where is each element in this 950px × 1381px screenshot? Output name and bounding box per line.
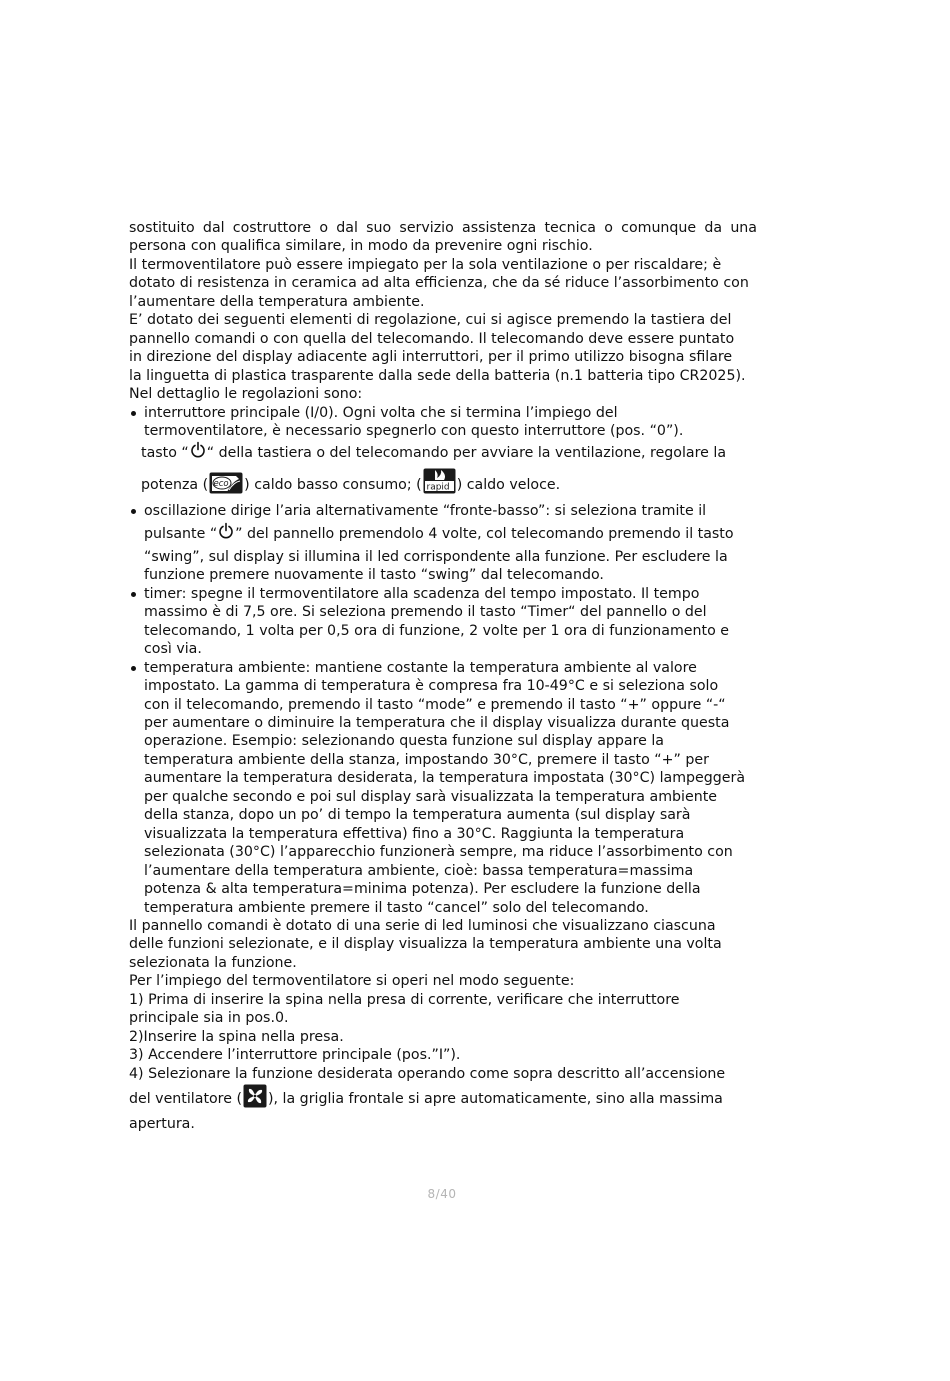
bullet-line: così via. [144, 641, 202, 658]
bullet-line: potenza & alta temperatura=minima potenza). Per escludere la funzione della [144, 881, 701, 898]
paragraph-line: pannello comandi o con quella del telecomando. Il telecomando deve essere puntato [129, 330, 735, 347]
bullet-main-switch [129, 404, 757, 502]
step-line: 1) Prima di inserire la spina nella presa di corrente, verificare che interruttore [129, 991, 680, 1008]
text-span: ) caldo basso consumo; ( [244, 477, 422, 494]
bullet-line: per aumentare o diminuire la temperatura che il display visualizza durante questa [144, 714, 730, 731]
step-line: apertura. [129, 1116, 195, 1133]
bullet-line: interruttore principale (I/0). Ogni volta che si termina l’impiego del [129, 404, 757, 422]
bullet-line: oscillazione dirige l’aria alternativamente “fronte-basso”: si seleziona tramite il [129, 502, 757, 520]
bullet-line-with-icon [129, 441, 757, 467]
bullet-timer [129, 585, 757, 659]
text-span: tasto “ [141, 445, 189, 462]
bullet-line: per qualche secondo e poi sul display sarà visualizzata la temperatura ambiente [144, 788, 717, 805]
eco-icon [209, 472, 243, 501]
document-body [129, 219, 757, 1133]
text-span: ” del pannello premendolo 4 volte, col telecomando premendo il tasto [235, 525, 734, 542]
text-span: ), la griglia frontale si apre automaticamente, sino alla massima [267, 1091, 723, 1108]
bullet-line: massimo è di 7,5 ore. Si seleziona premendo il tasto “Timer“ del pannello o del [144, 604, 707, 621]
text-span: “ della tastiera o del telecomando per avviare la ventilazione, regolare la [206, 445, 727, 462]
paragraph-line: Per l’impiego del termoventilatore si operi nel modo seguente: [129, 973, 575, 990]
paragraph-line: Il pannello comandi è dotato di una serie di led luminosi che visualizzano ciascuna [129, 917, 716, 934]
svg-text:rapid: rapid [426, 482, 450, 493]
rapid-icon [423, 468, 456, 501]
paragraph-line: la linguetta di plastica trasparente dalla sede della batteria (n.1 batteria tipo CR2025). [129, 367, 746, 384]
bullet-line: timer: spegne il termoventilatore alla scadenza del tempo impostato. Il tempo [129, 585, 757, 603]
bullet-line: termoventilatore, è necessario spegnerlo con questo interruttore (pos. “0”). [144, 422, 684, 439]
bullet-line: visualizzata la temperatura effettiva) fino a 30°C. Raggiunta la temperatura [144, 825, 685, 842]
step-line-with-icon [129, 1084, 757, 1115]
paragraph-line: l’aumentare della temperatura ambiente. [129, 293, 425, 310]
text-span: del ventilatore ( [129, 1091, 242, 1108]
paragraph-line: selezionata la funzione. [129, 954, 297, 971]
power-icon [190, 441, 206, 467]
bullet-line: aumentare la temperatura desiderata, la temperatura impostata (30°C) lampeggerà [144, 770, 746, 787]
paragraph-line: dotato di resistenza in ceramica ad alta efficienza, che da sé riduce l’assorbimento con [129, 275, 749, 292]
bullet-line-with-icons [129, 468, 757, 501]
page-number: 8/40 [427, 1187, 457, 1201]
text-span: pulsante “ [144, 525, 218, 542]
bullet-line: temperatura ambiente premere il tasto “cancel” solo del telecomando. [144, 899, 649, 916]
bullet-line: funzione premere nuovamente il tasto “swing” dal telecomando. [144, 567, 604, 584]
bullet-line: telecomando, 1 volta per 0,5 ora di funzione, 2 volte per 1 ora di funzionamento e [144, 622, 729, 639]
paragraph-line: in direzione del display adiacente agli interruttori, per il primo utilizzo bisogna sfilare [129, 349, 733, 366]
step-line: principale sia in pos.0. [129, 1010, 289, 1027]
bullet-line: temperatura ambiente della stanza, impostando 30°C, premere il tasto “+” per [144, 751, 709, 768]
paragraph-line: Il termoventilatore può essere impiegato per la sola ventilazione o per riscaldare; è [129, 256, 722, 273]
bullet-line: della stanza, dopo un po’ di tempo la temperatura aumenta (sul display sarà [144, 807, 691, 824]
bullet-oscillation [129, 502, 757, 584]
bullet-line: “swing”, sul display si illumina il led corrispondente alla funzione. Per escludere la [144, 548, 728, 565]
bullet-line: impostato. La gamma di temperatura è compresa fra 10-49°C e si seleziona solo [144, 678, 719, 695]
step-line: 3) Accendere l’interruttore principale (pos.”I”). [129, 1047, 461, 1064]
bullet-line: operazione. Esempio: selezionando questa funzione sul display appare la [144, 733, 664, 750]
bullet-line: temperatura ambiente: mantiene costante la temperatura ambiente al valore [129, 659, 757, 677]
paragraph-line: delle funzioni selezionate, e il display visualizza la temperatura ambiente una volta [129, 936, 722, 953]
step-line: 2)Inserire la spina nella presa. [129, 1028, 344, 1045]
paragraph-line: E’ dotato dei seguenti elementi di regolazione, cui si agisce premendo la tastiera del [129, 312, 732, 329]
power-icon [218, 522, 234, 548]
bullet-line: con il telecomando, premendo il tasto “mode” e premendo il tasto “+” oppure “-“ [144, 696, 726, 713]
step-line: 4) Selezionare la funzione desiderata operando come sopra descritto all’accensione [129, 1065, 726, 1082]
text-span: ) caldo veloce. [456, 477, 561, 494]
paragraph-line: persona con qualifica similare, in modo da prevenire ogni rischio. [129, 238, 593, 255]
fan-icon [243, 1084, 267, 1115]
bullet-line: selezionata (30°C) l’apparecchio funzionerà sempre, ma riduce l’assorbimento con [144, 844, 733, 861]
svg-text:eco: eco [213, 479, 229, 490]
bullet-ambient-temperature [129, 659, 757, 917]
bullet-line-with-icon [129, 522, 757, 548]
paragraph-line: Nel dettaglio le regolazioni sono: [129, 386, 363, 403]
text-span: potenza ( [141, 477, 209, 494]
bullet-line: l’aumentare della temperatura ambiente, cioè: bassa temperatura=massima [144, 862, 694, 879]
paragraph-line: sostituito dal costruttore o dal suo servizio assistenza tecnica o comunque da una [129, 220, 757, 236]
